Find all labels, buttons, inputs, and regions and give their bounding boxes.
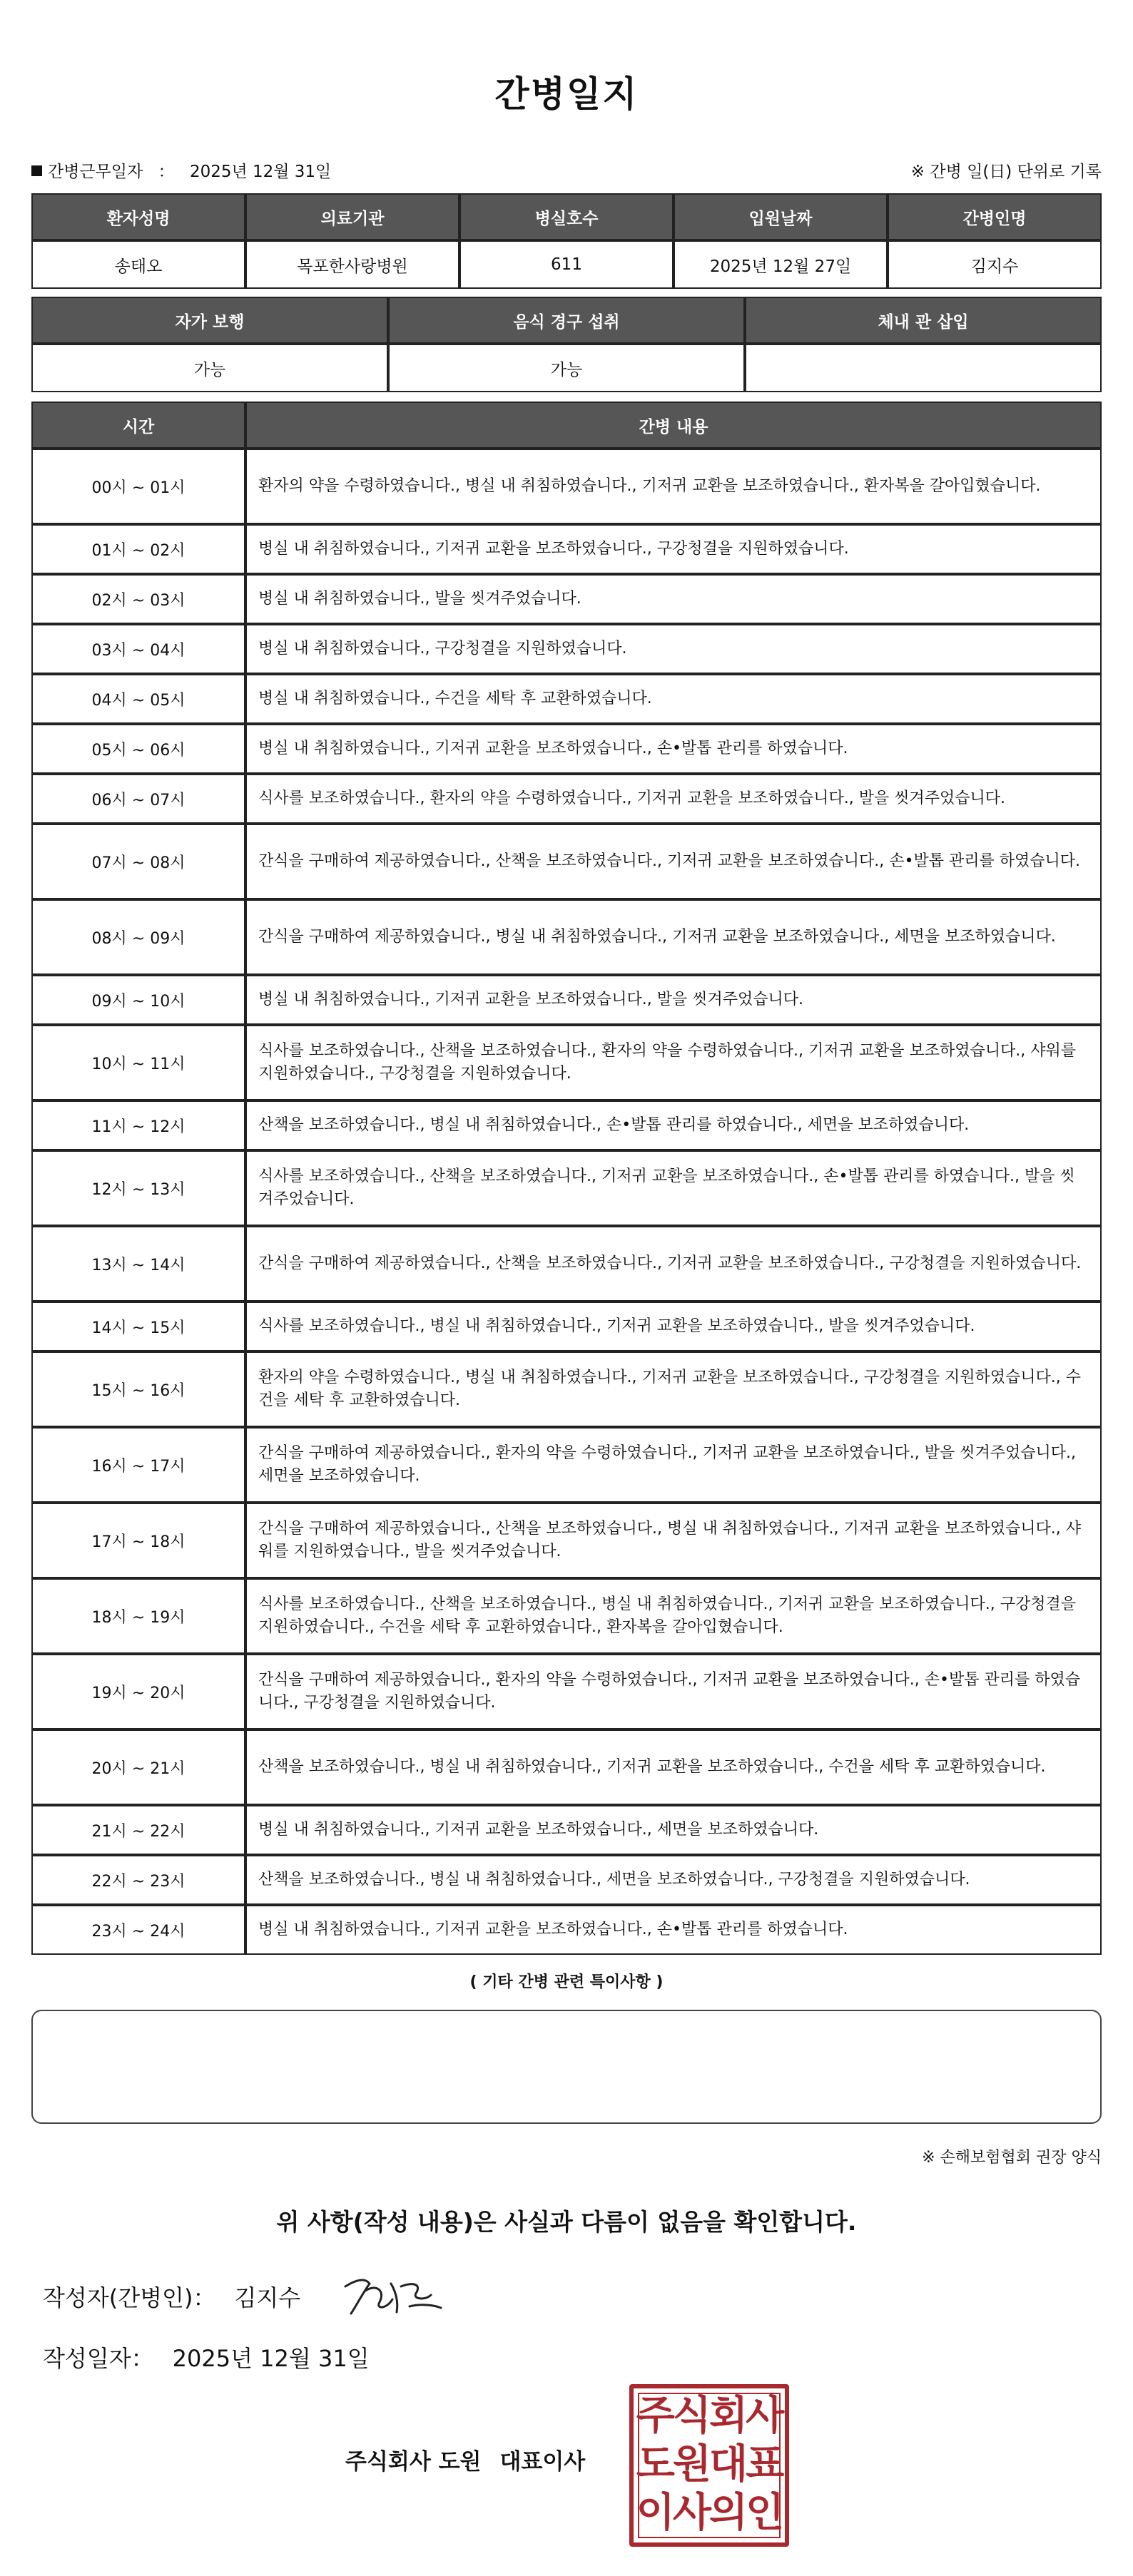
company-line (345, 2443, 585, 2475)
table-row (31, 1150, 1102, 1226)
company-seal-stamp (629, 2384, 789, 2547)
room-number-value: 611 (459, 240, 674, 289)
care-content-cell: 간식을 구매하여 제공하였습니다., 환자의 약을 수령하였습니다., 기저귀 교환을 보조하였습니다., 손•발톱 관리를 하였습니다., 구강청결을 지원하였습니다. (245, 1654, 1102, 1729)
time-cell: 02시 ~ 03시 (31, 574, 245, 624)
care-content-cell: 병실 내 취침하였습니다., 기저귀 교환을 보조하였습니다., 구강청결을 지원하였습니다. (245, 524, 1102, 574)
writer-name: 김지수 (234, 2284, 301, 2311)
header-time: 시간 (31, 402, 245, 449)
write-date-value: 2025년 12월 31일 (172, 2345, 370, 2372)
care-content-cell: 병실 내 취침하였습니다., 기저귀 교환을 보조하였습니다., 손•발톱 관리를 하였습니다. (245, 724, 1102, 774)
time-cell: 05시 ~ 06시 (31, 724, 245, 774)
self-walking-value: 가능 (31, 344, 388, 392)
care-content-cell: 간식을 구매하여 제공하였습니다., 환자의 약을 수령하였습니다., 기저귀 교환을 보조하였습니다., 발을 씻겨주었습니다., 세면을 보조하였습니다. (245, 1427, 1102, 1503)
header-caregiver-name: 간병인명 (888, 193, 1102, 240)
time-cell: 22시 ~ 23시 (31, 1855, 245, 1905)
table-row (31, 1855, 1102, 1905)
write-date-label: 작성일자： (43, 2345, 154, 2372)
time-cell: 19시 ~ 20시 (31, 1654, 245, 1729)
care-content-cell: 산책을 보조하였습니다., 병실 내 취침하였습니다., 손•발톱 관리를 하였습니다., 세면을 보조하였습니다. (245, 1100, 1102, 1150)
care-content-cell: 간식을 구매하여 제공하였습니다., 병실 내 취침하였습니다., 기저귀 교환을 보조하였습니다., 세면을 보조하였습니다. (245, 899, 1102, 975)
page-title: 간병일지 (494, 73, 639, 115)
table-row (31, 1654, 1102, 1729)
time-cell: 21시 ~ 22시 (31, 1805, 245, 1855)
table-row (31, 1905, 1102, 1955)
time-cell: 00시 ~ 01시 (31, 449, 245, 524)
table-row (31, 449, 1102, 524)
time-cell: 17시 ~ 18시 (31, 1503, 245, 1578)
time-cell: 11시 ~ 12시 (31, 1100, 245, 1150)
table-row (31, 1025, 1102, 1100)
header-self-walking: 자가 보행 (31, 297, 388, 344)
care-content-cell: 식사를 보조하였습니다., 산책을 보조하였습니다., 기저귀 교환을 보조하였습니다., 손•발톱 관리를 하였습니다., 발을 씻겨주었습니다. (245, 1150, 1102, 1226)
header-admission-date: 입원날짜 (674, 193, 888, 240)
work-date-value: 2025년 12월 31일 (189, 163, 332, 181)
seal-text-line3: 이사의인 (636, 2489, 783, 2536)
admission-date-value: 2025년 12월 27일 (674, 240, 888, 289)
time-cell: 18시 ~ 19시 (31, 1578, 245, 1654)
table-row (31, 1351, 1102, 1427)
header-hospital: 의료기관 (245, 193, 459, 240)
work-date-label: 간병근무일자 (48, 163, 143, 181)
table-row (31, 1805, 1102, 1855)
care-content-cell: 식사를 보조하였습니다., 산책을 보조하였습니다., 환자의 약을 수령하였습니다., 기저귀 교환을 보조하였습니다., 샤워를 지원하였습니다., 구강청결을 지원하였습니다. (245, 1025, 1102, 1100)
writer-line (43, 2280, 300, 2313)
header-patient-name: 환자성명 (31, 193, 245, 240)
confirmation-statement: 위 사항(작성 내용)은 사실과 다름이 없음을 확인합니다. (276, 2208, 857, 2236)
care-content-cell: 환자의 약을 수령하였습니다., 병실 내 취침하였습니다., 기저귀 교환을 보조하였습니다., 구강청결을 지원하였습니다., 수건을 세탁 후 교환하였습니다. (245, 1351, 1102, 1427)
table-row (31, 574, 1102, 624)
time-cell: 06시 ~ 07시 (31, 774, 245, 824)
care-content-cell: 병실 내 취침하였습니다., 기저귀 교환을 보조하였습니다., 세면을 보조하였습니다. (245, 1805, 1102, 1855)
time-cell: 07시 ~ 08시 (31, 824, 245, 899)
table-row (31, 674, 1102, 724)
seal-text-line2: 도원대표 (636, 2440, 783, 2488)
header-oral-intake: 음식 경구 섭취 (388, 297, 745, 344)
square-bullet-icon (31, 165, 42, 176)
header-tube-insertion: 체내 관 삽입 (745, 297, 1102, 344)
care-content-cell: 병실 내 취침하였습니다., 기저귀 교환을 보조하였습니다., 손•발톱 관리를 하였습니다. (245, 1905, 1102, 1955)
time-cell: 01시 ~ 02시 (31, 524, 245, 574)
care-content-cell: 병실 내 취침하였습니다., 수건을 세탁 후 교환하였습니다. (245, 674, 1102, 724)
patient-name-value: 송태오 (31, 240, 245, 289)
care-content-cell: 간식을 구매하여 제공하였습니다., 산책을 보조하였습니다., 기저귀 교환을 보조하였습니다., 구강청결을 지원하였습니다. (245, 1226, 1102, 1302)
care-content-cell: 병실 내 취침하였습니다., 기저귀 교환을 보조하였습니다., 발을 씻겨주었습니다. (245, 975, 1102, 1025)
care-content-cell: 산책을 보조하였습니다., 병실 내 취침하였습니다., 기저귀 교환을 보조하였습니다., 수건을 세탁 후 교환하였습니다. (245, 1729, 1102, 1805)
table-row (31, 1729, 1102, 1805)
time-cell: 09시 ~ 10시 (31, 975, 245, 1025)
unit-note: ※ 간병 일(日) 단위로 기록 (910, 163, 1102, 181)
care-content-cell: 산책을 보조하였습니다., 병실 내 취침하였습니다., 세면을 보조하였습니다., 구강청결을 지원하였습니다. (245, 1855, 1102, 1905)
table-row (31, 774, 1102, 824)
care-content-cell: 환자의 약을 수령하였습니다., 병실 내 취침하였습니다., 기저귀 교환을 보조하였습니다., 환자복을 갈아입혔습니다. (245, 449, 1102, 524)
care-content-cell: 식사를 보조하였습니다., 환자의 약을 수령하였습니다., 기저귀 교환을 보조하였습니다., 발을 씻겨주었습니다. (245, 774, 1102, 824)
time-cell: 08시 ~ 09시 (31, 899, 245, 975)
recommended-form-note: ※ 손해보험협회 권장 양식 (922, 2149, 1102, 2167)
time-cell: 15시 ~ 16시 (31, 1351, 245, 1427)
time-cell: 16시 ~ 17시 (31, 1427, 245, 1503)
hospital-value: 목포한사랑병원 (245, 240, 459, 289)
patient-ability-table (31, 297, 1102, 392)
care-content-cell: 병실 내 취침하였습니다., 발을 씻겨주었습니다. (245, 574, 1102, 624)
care-content-cell: 병실 내 취침하였습니다., 구강청결을 지원하였습니다. (245, 624, 1102, 674)
write-date-line (43, 2341, 370, 2373)
time-cell: 20시 ~ 21시 (31, 1729, 245, 1805)
time-cell: 13시 ~ 14시 (31, 1226, 245, 1302)
seal-text-line1: 주식회사 (636, 2392, 783, 2439)
oral-intake-value: 가능 (388, 344, 745, 392)
table-row (31, 624, 1102, 674)
time-cell: 03시 ~ 04시 (31, 624, 245, 674)
time-cell: 04시 ~ 05시 (31, 674, 245, 724)
special-notes-box (31, 2010, 1102, 2124)
time-cell: 12시 ~ 13시 (31, 1150, 245, 1226)
table-row (31, 1578, 1102, 1654)
time-cell: 23시 ~ 24시 (31, 1905, 245, 1955)
tube-insertion-value (745, 344, 1102, 392)
table-row (31, 724, 1102, 774)
care-content-cell: 간식을 구매하여 제공하였습니다., 산책을 보조하였습니다., 병실 내 취침하였습니다., 기저귀 교환을 보조하였습니다., 샤워를 지원하였습니다., 발을 씻겨주었습니다. (245, 1503, 1102, 1578)
patient-info-table (31, 193, 1102, 289)
care-log-table (31, 402, 1102, 1955)
representative-title: 대표이사 (499, 2449, 586, 2475)
care-content-cell: 식사를 보조하였습니다., 병실 내 취침하였습니다., 기저귀 교환을 보조하였습니다., 발을 씻겨주었습니다. (245, 1302, 1102, 1351)
table-row (31, 824, 1102, 899)
caregiver-name-value: 김지수 (888, 240, 1102, 289)
table-row (31, 524, 1102, 574)
work-date-separator: ： (158, 163, 175, 181)
writer-label: 작성자(간병인)： (43, 2284, 216, 2311)
table-row (31, 1100, 1102, 1150)
notes-title: ( 기타 간병 관련 특이사항 ) (469, 1973, 664, 1991)
table-row (31, 1427, 1102, 1503)
table-row (31, 899, 1102, 975)
table-row (31, 1503, 1102, 1578)
table-row (31, 1302, 1102, 1351)
time-cell: 10시 ~ 11시 (31, 1025, 245, 1100)
table-row (31, 975, 1102, 1025)
time-cell: 14시 ~ 15시 (31, 1302, 245, 1351)
handwritten-signature (341, 2262, 448, 2322)
header-care-content: 간병 내용 (245, 402, 1102, 449)
care-content-cell: 식사를 보조하였습니다., 산책을 보조하였습니다., 병실 내 취침하였습니다., 기저귀 교환을 보조하였습니다., 구강청결을 지원하였습니다., 수건을 세탁 후 교환하였습니다., 환자복을 갈아입혔습니다. (245, 1578, 1102, 1654)
header-room-number: 병실호수 (459, 193, 674, 240)
care-content-cell: 간식을 구매하여 제공하였습니다., 산책을 보조하였습니다., 기저귀 교환을 보조하였습니다., 손•발톱 관리를 하였습니다. (245, 824, 1102, 899)
company-name: 주식회사 도원 (345, 2449, 482, 2475)
table-row (31, 1226, 1102, 1302)
work-date-line (31, 158, 331, 182)
